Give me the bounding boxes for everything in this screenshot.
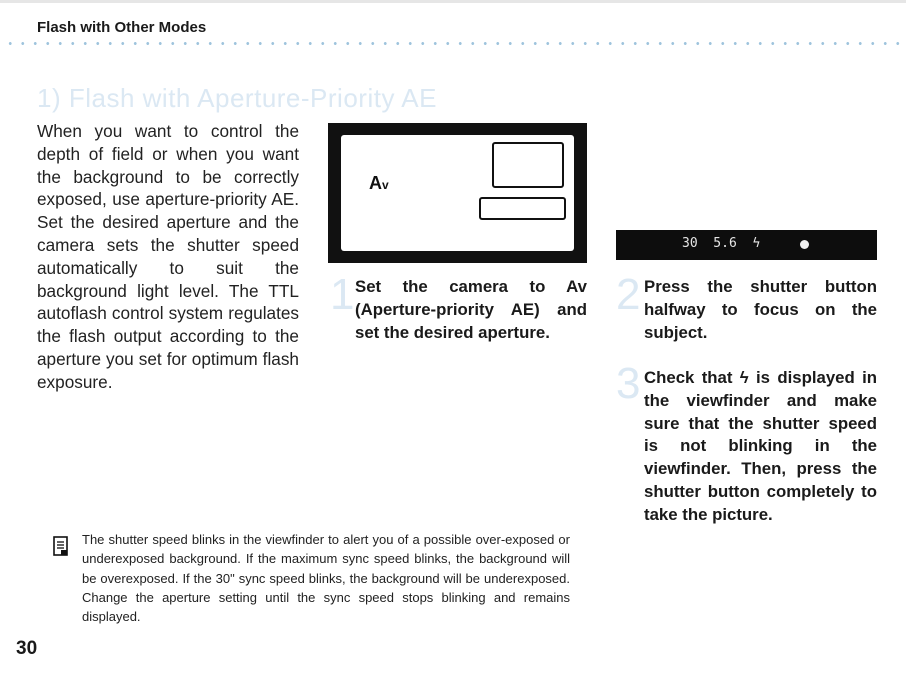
step-2-text: Press the shutter button halfway to focus on the subject. (644, 277, 877, 342)
aperture-display-box (479, 197, 566, 220)
page-number: 30 (16, 638, 38, 659)
step-1-number: 1 (330, 270, 355, 319)
shutter-speed-display-box (492, 142, 564, 188)
dotted-divider (4, 41, 904, 46)
top-border (0, 0, 906, 3)
step-1-text: Set the camera to Av (Aperture-priority AE) and set the desired aperture. (355, 277, 587, 342)
note-text: The shutter speed blinks in the viewfinder to alert you of a possible over-exposed or underexposed background. If the maximum sync speed blinks, the background will be overexposed. If the 30" sync speed blinks, the background will be underexposed. Change the aperture setting until the sync speed stops blinking and remains displayed. (82, 532, 570, 625)
memo-icon (53, 536, 68, 556)
mode-indicator (369, 173, 389, 194)
lcd-screen (341, 135, 574, 251)
step-2-number: 2 (616, 270, 641, 319)
section-header: Flash with Other Modes (37, 19, 207, 36)
step-3-text: Check that ϟ is displayed in the viewfinder and make sure that the shutter speed is not blinking in the viewfinder. Then, press the shutter button completely to take the picture. (644, 368, 877, 524)
viewfinder-readout: 30 5.6 ϟ (682, 236, 761, 251)
focus-confirmation-dot-icon (800, 240, 809, 249)
step-3-number: 3 (616, 359, 641, 408)
lcd-panel-illustration (328, 123, 587, 263)
viewfinder-display-illustration (616, 230, 877, 260)
page-title: 1) Flash with Aperture-Priority AE (37, 83, 437, 113)
mode-sub-letter: v (382, 178, 389, 192)
mode-main-letter: A (369, 173, 382, 193)
intro-paragraph: When you want to control the depth of field or when you want the background to be correctly exposed, use aperture-priority AE. Set the desired aperture and the camera sets the shutter speed automatically to suit the background light level. The TTL autoflash control system regulates the flash output according to the aperture you set for optimum flash exposure. (37, 121, 299, 392)
